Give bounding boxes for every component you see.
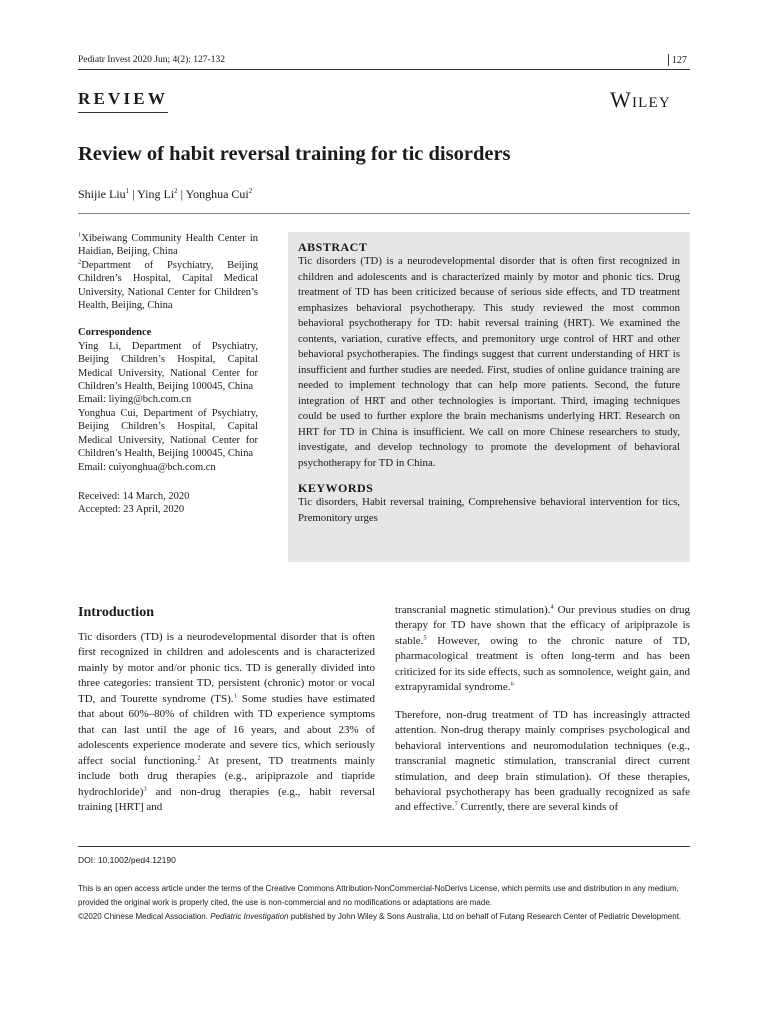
author-name: Yonghua Cui bbox=[185, 187, 249, 201]
abstract-heading: ABSTRACT bbox=[298, 240, 368, 254]
author-name: Shijie Liu bbox=[78, 187, 126, 201]
authors-rule bbox=[78, 213, 690, 214]
received-date: Received: 14 March, 2020 bbox=[78, 490, 190, 502]
citation[interactable]: 6 bbox=[510, 680, 514, 688]
correspondence-heading: Correspondence bbox=[78, 327, 152, 339]
abstract-text: Tic disorders (TD) is a neurodevelopmental disorder that is often first recognized in children and adolescents and is characterized mainly by motor and phonic tics. Drug treatment of TD has been criticized because of serious side effects, and TD treatment emphasizes behavioral psychotherapy. This study reviewed the most common behavioral psychotherapy for TD: habit reversal training (HRT). We examined the contents, variation, curative effects, and premonitory urge control of HRT and other behavioral psychotherapies. The findings suggest that current understanding of HRT is insufficient and further studies are needed. First, studies of online guidance training are needed to implement technology that can help more patients. Second, the future integration of HRT and other technologies is important. Third, imaging techniques could be used to further explore the brain mechanisms underlying HRT. Research on HRT for TD in China is insufficient. We call on more Chinese researchers to study, investigate, and develop technology to promote the development of behavioral psychotherapy for TD in China. bbox=[298, 255, 680, 469]
author-affiliation-mark: 2 bbox=[248, 187, 253, 195]
correspondence-author-2: Yonghua Cui, Department of Psychiatry, Beijing Children’s Hospital, Capital Medical University, National Center for Children’s Health, Beijing 100045, China bbox=[78, 407, 258, 460]
doi-link[interactable]: DOI: 10.1002/ped4.12190 bbox=[78, 855, 176, 865]
affiliation: $^1$Xibeiwang Community Health Center in Haidian, Beijing, China bbox=[78, 231, 258, 258]
citation[interactable]: 4 bbox=[550, 603, 554, 611]
introduction-heading: Introduction bbox=[78, 605, 154, 620]
citation[interactable]: 1 bbox=[233, 692, 237, 700]
author-separator: | bbox=[129, 187, 138, 201]
footer-rule bbox=[78, 846, 690, 847]
body-column-left bbox=[78, 630, 375, 815]
keywords-heading: KEYWORDS bbox=[298, 481, 374, 495]
copyright-text: ©2020 Chinese Medical Association. Pediatric Investigation published by John Wiley & Sons Australia, Ltd on behalf of Futang Research Center of Pediatric Development. bbox=[78, 912, 682, 921]
section-label-rule bbox=[78, 112, 168, 113]
publisher-logo: Wiley bbox=[610, 87, 671, 112]
citation[interactable]: 2 bbox=[197, 753, 201, 761]
accepted-date: Accepted: 23 April, 2020 bbox=[78, 504, 185, 516]
author-separator: | bbox=[177, 187, 186, 201]
license-notice bbox=[78, 882, 690, 924]
author-affiliation-mark: 1 bbox=[125, 187, 130, 195]
journal-name: Pediatric Investigation bbox=[210, 912, 289, 921]
correspondence-email-1[interactable]: Email: liying@bch.com.cn bbox=[78, 394, 192, 406]
keywords-text: Tic disorders, Habit reversal training, Comprehensive behavioral intervention for tics, Premonitory urges bbox=[298, 496, 680, 524]
body-column-right bbox=[395, 603, 690, 816]
citation[interactable]: 5 bbox=[423, 634, 427, 642]
author-affiliation-mark: 2 bbox=[174, 187, 178, 195]
author-list bbox=[78, 187, 252, 202]
citation[interactable]: 7 bbox=[454, 800, 458, 808]
article-info-sidebar bbox=[78, 232, 258, 517]
page-number: 127 bbox=[668, 54, 687, 66]
correspondence-author-1: Ying Li, Department of Psychiatry, Beijing Children’s Hospital, Capital Medical University, National Center for Children’s Health, Beijing 100045, China bbox=[78, 340, 258, 393]
body-paragraph: transcranial magnetic stimulation).$^4$ Our previous studies on drug therapy for TD have shown that the efficacy of aripiprazole is stable.$^5$ However, owing to the chronic nature of TD, pharmacological treatment is often long-term and has been criticized for its side effects, such as somnolence, weight gain, and extrapyramidal syndrome.$^6$ bbox=[395, 603, 690, 694]
license-text: This is an open access article under the terms of the Creative Commons Attribution-NonCommercial-NoDerivs License, which permits use and distribution in any medium, provided the original work is properly cited, the use is non-commercial and no modifications or adaptations are made. bbox=[78, 884, 679, 907]
header-rule bbox=[78, 69, 690, 70]
citation[interactable]: 3 bbox=[143, 784, 147, 792]
author-name: Ying Li bbox=[137, 187, 175, 201]
body-paragraph: Tic disorders (TD) is a neurodevelopmental disorder that is often first recognized in children and adolescents and is characterized mainly by motor and/or phonic tics. TD is generally divided into three categories: transient TD, persistent (chronic) motor or vocal TD, and Tourette syndrome (TS).$^1$ Some studies have estimated that about 60%–80% of children with TD experience symptoms that can last until the age of 16 years, and about 23% of adolescents experience moderate and severe tics, which seriously affect social functioning.$^2$ At present, TD treatments mainly include both drug therapies (e.g., aripiprazole and tiapride hydrochloride)$^3$ and non-drug therapies (e.g., habit reversal training [HRT] and bbox=[78, 631, 376, 813]
affiliation: $^2$Department of Psychiatry, Beijing Children’s Hospital, Capital Medical University, National Center for Children’s Health, Beijing, China bbox=[78, 258, 258, 312]
correspondence-email-2[interactable]: Email: cuiyonghua@bch.com.cn bbox=[78, 461, 216, 473]
body-paragraph: Therefore, non-drug treatment of TD has increasingly attracted attention. Non-drug therapy mainly comprises psychological and behavioral interventions and neuromodulation techniques (e.g., transcranial magnetic stimulation, transcranial direct current stimulation, and deep brain stimulation). Of these therapies, behavioral psychotherapy has been gradually recognized as safe and effective.$^7$ Currently, there are several kinds of bbox=[395, 708, 690, 814]
section-label: REVIEW bbox=[78, 89, 169, 108]
abstract-box bbox=[288, 232, 690, 562]
running-head: Pediatr Invest 2020 Jun; 4(2): 127-132 bbox=[78, 55, 225, 65]
article-title: Review of habit reversal training for tic disorders bbox=[78, 143, 511, 165]
